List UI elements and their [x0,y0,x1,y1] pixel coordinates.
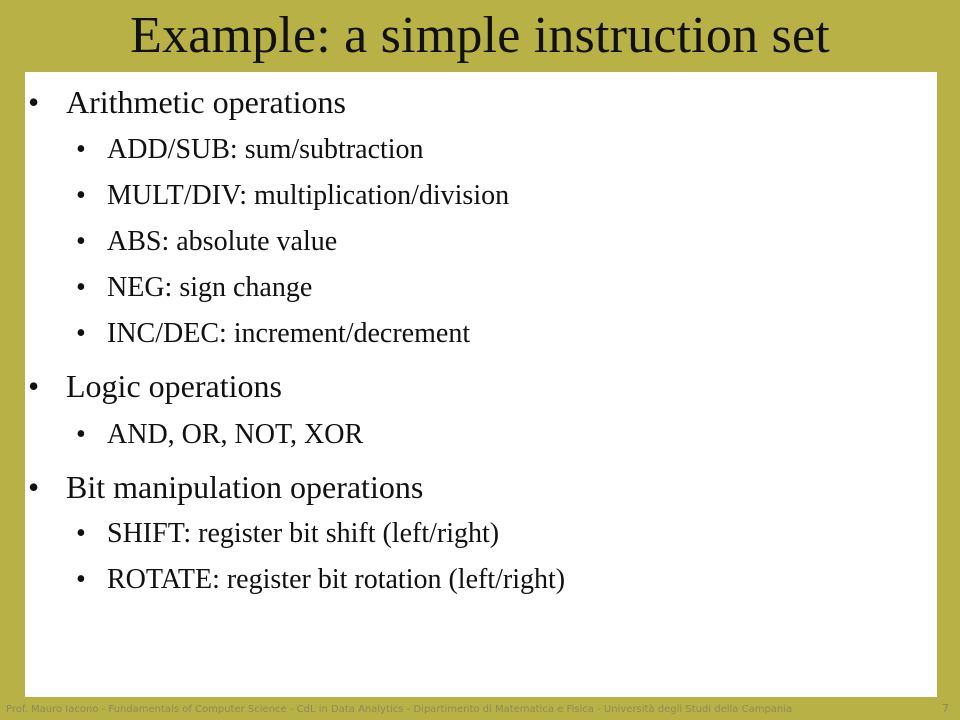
bullet-icon: • [76,518,86,549]
bullet-icon: • [28,469,40,505]
footer-text: Prof. Mauro Iacono - Fundamentals of Computer Science - CdL in Data Analytics - Dipartimento di Matematica e Fisica - Università degli Studi della Campania [6,704,793,715]
bullet-icon: • [76,564,86,595]
list-item-label: NEG: sign change [107,272,313,303]
bullet-icon: • [76,419,86,450]
bullet-icon: • [76,226,86,257]
list-item-label: INC/DEC: increment/decrement [107,318,471,349]
page-number: 7 [942,702,949,715]
list-item-label: ABS: absolute value [107,226,338,257]
list-item-label: MULT/DIV: multiplication/division [107,180,510,211]
slide-title: Example: a simple instruction set [130,7,830,64]
section-heading-label: Logic operations [66,368,282,404]
list-item-label: ADD/SUB: sum/subtraction [107,134,424,165]
bullet-icon: • [76,134,86,165]
section-heading-label: Arithmetic operations [66,84,346,120]
bullet-icon: • [76,180,86,211]
list-item-label: AND, OR, NOT, XOR [107,419,364,450]
bullet-icon: • [28,368,40,404]
bullet-icon: • [76,318,86,349]
list-item-label: SHIFT: register bit shift (left/right) [107,518,500,549]
bullet-icon: • [28,84,40,120]
list-item-label: ROTATE: register bit rotation (left/right) [107,564,566,595]
content-panel [25,72,937,697]
bullet-icon: • [76,272,86,303]
section-heading-label: Bit manipulation operations [66,469,424,505]
